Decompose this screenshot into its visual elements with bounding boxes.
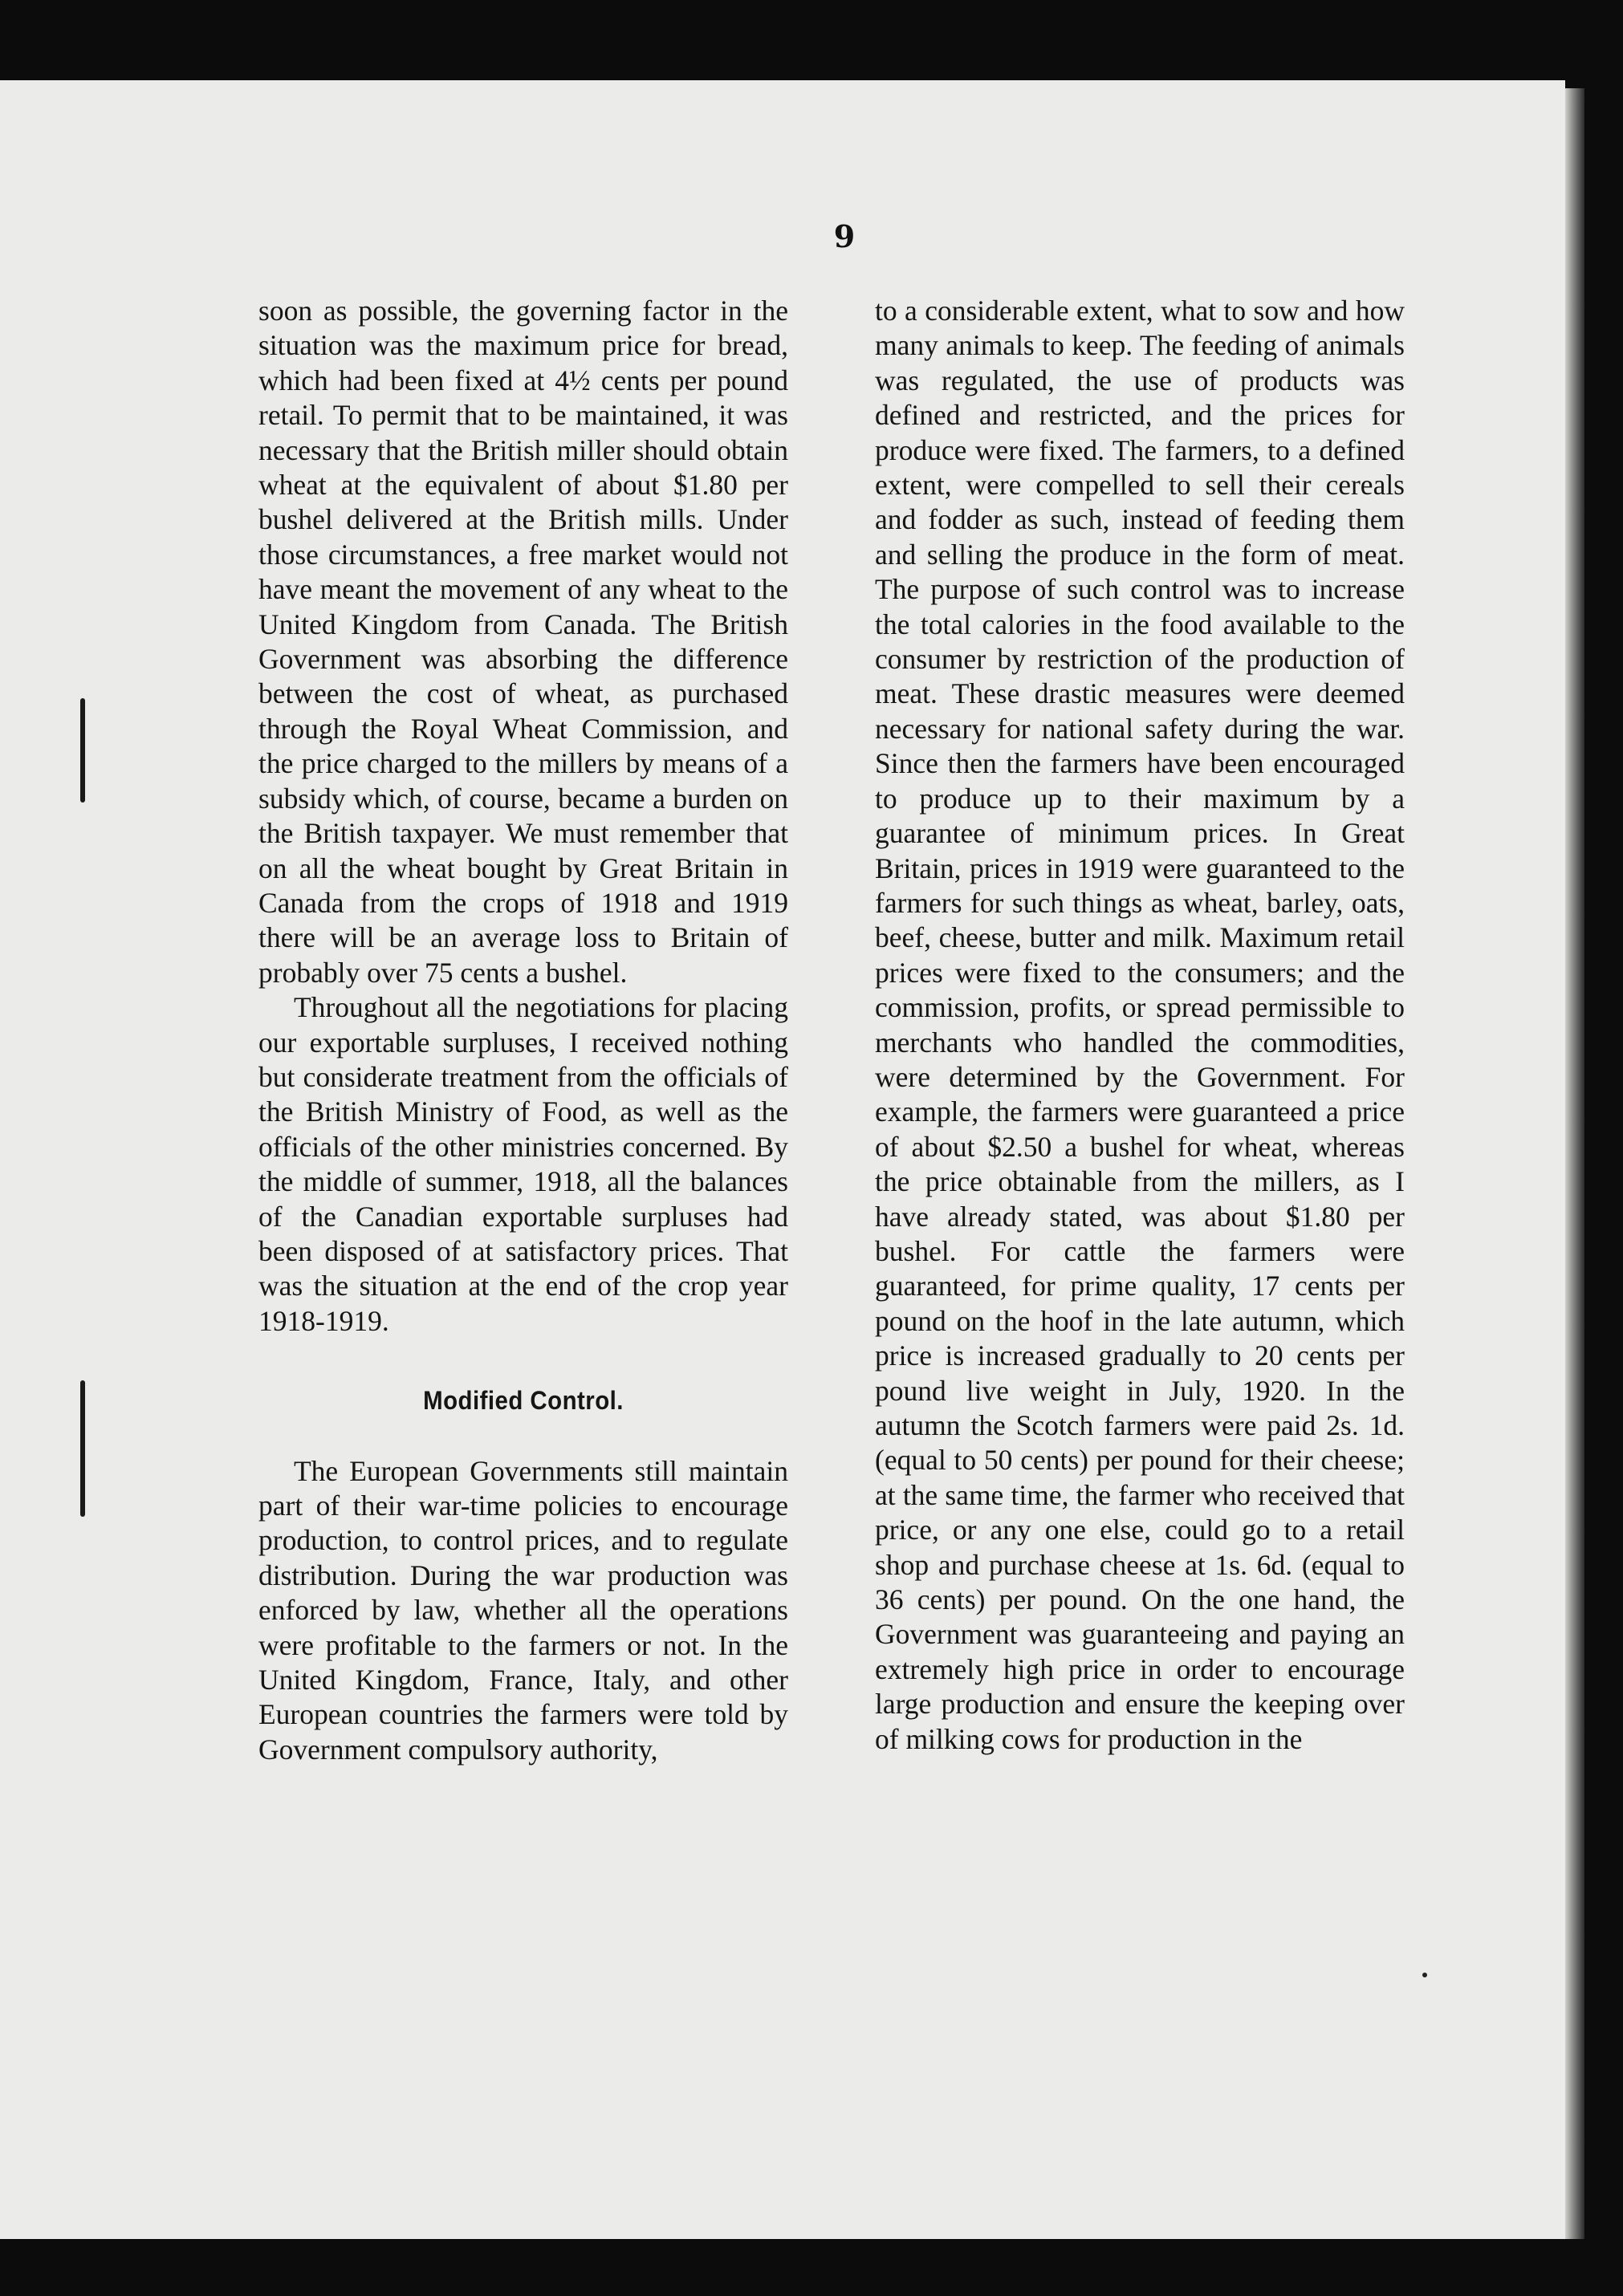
document-page bbox=[0, 80, 1565, 2239]
page-edge bbox=[1565, 88, 1584, 2239]
margin-mark-lower bbox=[80, 1380, 85, 1517]
stray-dot-mark bbox=[1422, 1973, 1427, 1977]
right-column bbox=[875, 294, 1405, 1757]
left-paragraph-3: The European Governments still maintain part of their war-time policies to encourage production, to control prices, and to regulate distribution. During the war production was enforced by law, whether all the operations were profitable to the farmers or not. In the United Kingdom, France, Italy, and other European countries the farmers were told by Government compulsory authority, bbox=[258, 1454, 788, 1766]
section-heading: Modified Control. bbox=[423, 1386, 624, 1416]
left-column bbox=[258, 294, 788, 1767]
margin-mark-upper bbox=[80, 698, 85, 803]
right-paragraph-1: to a considerable extent, what to sow and how many animals to keep. The feeding of animals was regulated, the use of products was defined and restricted, and the prices for produce were fixed. The farmers, to a defined extent, were compelled to sell their cereals and fodder as such, instead of feeding them and selling the produce in the form of meat. The purpose of such control was to increase the total calories in the food available to the consumer by restriction of the production of meat. These drastic measures were deemed necessary for national safety during the war. Since then the farmers have been encouraged to produce up to their maximum by a guarantee of minimum prices. In Great Britain, prices in 1919 were guaranteed to the farmers for such things as wheat, barley, oats, beef, cheese, butter and milk. Maximum retail prices were fixed to the consumers; and the commission, profits, or spread permissible to merchants who handled the commodities, were determined by the Government. For example, the farmers were guaranteed a price of about $2.50 a bushel for wheat, whereas the price obtainable from the millers, as I have already stated, was about $1.80 per bushel. For cattle the farmers were guaranteed, for prime quality, 17 cents per pound on the hoof in the late autumn, which price is increased gradually to 20 cents per pound live weight in July, 1920. In the autumn the Scotch farmers were paid 2s. 1d. (equal to 50 cents) per pound for their cheese; at the same time, the farmer who received that price, or any one else, could go to a retail shop and purchase cheese at 1s. 6d. (equal to 36 cents) per pound. On the one hand, the Government was guaranteeing and paying an extremely high price in order to encourage large production and ensure the keeping over of milking cows for production in the bbox=[875, 295, 1405, 1755]
left-paragraph-2: Throughout all the negotiations for placing our exportable surpluses, I received nothing but considerate treatment from the officials of the British Ministry of Food, as well as the officials of the other ministries concerned. By the middle of summer, 1918, all the balances of the Canadian exportable surpluses had been disposed of at satisfactory prices. That was the situation at the end of the crop year 1918-1919. bbox=[258, 991, 788, 1337]
left-paragraph-1: soon as possible, the governing factor in the situation was the maximum price for bread, which had been fixed at 4½ cents per pound retail. To permit that to be maintained, it was necessary that the British miller should obtain wheat at the equivalent of about $1.80 per bushel delivered at the British mills. Under those circumstances, a free market would not have meant the movement of any wheat to the United Kingdom from Canada. The British Government was absorbing the difference between the cost of wheat, as purchased through the Royal Wheat Commission, and the price charged to the millers by means of a subsidy which, of course, became a burden on the British taxpayer. We must remember that on all the wheat bought by Great Britain in Canada from the crops of 1918 and 1919 there will be an average loss to Britain of probably over 75 cents a bushel. bbox=[258, 295, 788, 989]
page-number: 9 bbox=[833, 218, 856, 254]
